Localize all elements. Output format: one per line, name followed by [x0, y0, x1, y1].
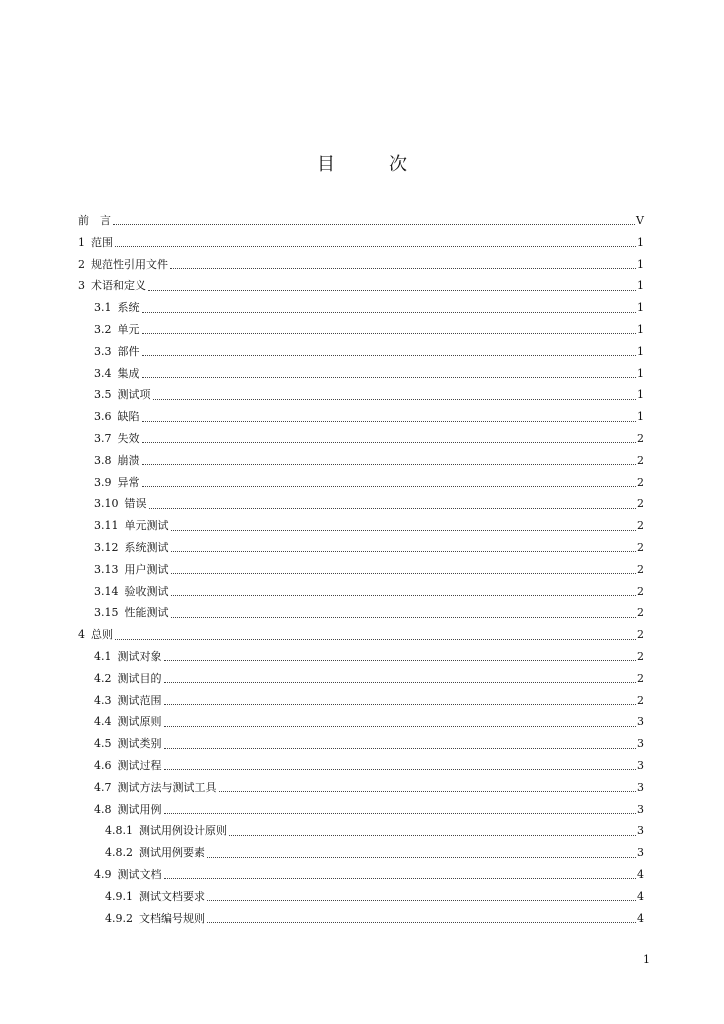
toc-entry[interactable]: [78, 341, 644, 363]
toc-entry-number: 4.2: [94, 671, 112, 685]
toc-entry-page: 1: [637, 366, 644, 380]
toc-leader-dots: [164, 878, 637, 879]
toc-leader-dots: [164, 704, 637, 705]
toc-entry-label: 测试目的: [117, 671, 162, 685]
toc-entry[interactable]: [78, 406, 644, 428]
toc-leader-dots: [229, 835, 636, 836]
toc-leader-dots: [115, 246, 636, 247]
toc-entry-number: 3.5: [94, 388, 112, 402]
toc-entry-label: 用户测试: [124, 562, 169, 576]
toc-entry[interactable]: [78, 384, 644, 406]
toc-entry[interactable]: [78, 472, 644, 494]
toc-entry-label: 单元测试: [124, 519, 169, 533]
page-number: 1: [643, 953, 650, 966]
toc-leader-dots: [207, 922, 636, 923]
toc-entry-label: 测试文档: [117, 867, 162, 881]
toc-entry-number: 3.15: [94, 606, 119, 620]
toc-leader-dots: [113, 224, 635, 225]
toc-entry-page: 2: [637, 693, 644, 707]
toc-entry-label: 规范性引用文件: [91, 257, 168, 271]
toc-entry[interactable]: [78, 820, 644, 842]
toc-leader-dots: [207, 900, 636, 901]
toc-entry-page: 3: [637, 846, 644, 860]
toc-entry-label: 测试项: [117, 388, 151, 402]
toc-leader-dots: [149, 508, 637, 509]
toc-leader-dots: [171, 551, 637, 552]
toc-entry-label: 测试用例: [117, 802, 162, 816]
toc-entry-page: 2: [637, 475, 644, 489]
toc-leader-dots: [142, 377, 637, 378]
toc-leader-dots: [164, 813, 637, 814]
toc-leader-dots: [164, 748, 637, 749]
toc-entry[interactable]: [78, 864, 644, 886]
toc-leader-dots: [142, 312, 637, 313]
toc-entry-page: 3: [637, 802, 644, 816]
toc-entry-label: 异常: [117, 475, 140, 489]
toc-entry-label: 单元: [117, 322, 140, 336]
toc-entry[interactable]: [78, 755, 644, 777]
toc-entry[interactable]: [78, 254, 644, 276]
toc-entry[interactable]: [78, 537, 644, 559]
toc-entry-label: 测试范围: [117, 693, 162, 707]
toc-entry-label: 系统测试: [124, 540, 169, 554]
toc-leader-dots: [171, 617, 637, 618]
toc-leader-dots: [142, 442, 637, 443]
toc-entry[interactable]: [78, 690, 644, 712]
toc-entry-label: 测试用例要素: [139, 846, 205, 860]
toc-entry[interactable]: [78, 581, 644, 603]
toc-entry-number: 4.6: [94, 758, 112, 772]
toc-entry-label: 文档编号规则: [139, 911, 205, 925]
toc-entry[interactable]: [78, 559, 644, 581]
toc-entry-label: 测试方法与测试工具: [117, 780, 217, 794]
toc-entry-page: 2: [637, 453, 644, 467]
toc-entry-number: 3.11: [94, 519, 119, 533]
toc-entry-number: 3.12: [94, 540, 119, 554]
toc-entry-page: 1: [637, 322, 644, 336]
toc-entry-number: 4.3: [94, 693, 112, 707]
toc-entry-number: 4.9.2: [105, 911, 133, 925]
toc-leader-dots: [142, 464, 637, 465]
toc-entry-page: 2: [637, 562, 644, 576]
toc-entry-page: 2: [637, 606, 644, 620]
toc-entry-page: 2: [637, 497, 644, 511]
toc-entry-label: 测试原则: [117, 715, 162, 729]
toc-leader-dots: [207, 857, 636, 858]
toc-entry[interactable]: [78, 232, 644, 254]
toc-entry-label: 术语和定义: [91, 279, 146, 293]
toc-entry[interactable]: [78, 842, 644, 864]
toc-entry-label: 集成: [117, 366, 140, 380]
toc-entry-number: 3.3: [94, 344, 112, 358]
toc-entry-page: 4: [637, 889, 644, 903]
toc-entry-page: 3: [637, 737, 644, 751]
toc-entry-number: 3.14: [94, 584, 119, 598]
toc-entry-page: V: [636, 214, 644, 227]
table-of-contents: [78, 210, 644, 929]
toc-entry-number: 4.4: [94, 715, 112, 729]
toc-entry[interactable]: [78, 275, 644, 297]
toc-leader-dots: [142, 486, 637, 487]
toc-entry-number: 3.10: [94, 497, 119, 511]
toc-entry-label: 部件: [117, 344, 140, 358]
toc-entry[interactable]: [78, 602, 644, 624]
toc-entry-number: 4.9: [94, 867, 112, 881]
toc-entry-label: 测试类别: [117, 737, 162, 751]
toc-entry-number: 4.8: [94, 802, 112, 816]
toc-entry-label: 测试用例设计原则: [139, 824, 227, 838]
toc-entry-label: 性能测试: [124, 606, 169, 620]
toc-entry-number: 2: [78, 257, 85, 271]
toc-entry-page: 3: [637, 715, 644, 729]
toc-entry-page: 2: [637, 431, 644, 445]
toc-leader-dots: [142, 421, 637, 422]
toc-entry-label: 测试过程: [117, 758, 162, 772]
toc-entry-page: 3: [637, 758, 644, 772]
toc-entry[interactable]: [78, 799, 644, 821]
toc-entry-number: 4.9.1: [105, 889, 133, 903]
toc-entry-page: 1: [637, 279, 644, 293]
toc-entry[interactable]: [78, 624, 644, 646]
toc-leader-dots: [153, 399, 637, 400]
toc-entry-page: 2: [637, 649, 644, 663]
toc-entry[interactable]: [78, 733, 644, 755]
toc-entry[interactable]: [78, 668, 644, 690]
toc-entry-number: 4.5: [94, 737, 112, 751]
toc-leader-dots: [171, 573, 637, 574]
toc-entry-page: 1: [637, 344, 644, 358]
toc-entry[interactable]: [78, 363, 644, 385]
toc-entry[interactable]: [78, 210, 644, 232]
toc-entry[interactable]: [78, 428, 644, 450]
toc-leader-dots: [164, 726, 637, 727]
toc-entry[interactable]: [78, 319, 644, 341]
toc-entry-page: 2: [637, 628, 644, 642]
toc-entry-number: 4.8.2: [105, 846, 133, 860]
toc-entry-page: 1: [637, 301, 644, 315]
toc-entry-label: 范围: [91, 235, 113, 249]
toc-entry-label: 系统: [117, 301, 140, 315]
toc-leader-dots: [142, 333, 637, 334]
toc-entry-label: 总则: [91, 628, 113, 642]
toc-entry[interactable]: [78, 777, 644, 799]
toc-entry-label: 崩溃: [117, 453, 140, 467]
toc-entry-page: 3: [637, 824, 644, 838]
toc-entry[interactable]: [78, 450, 644, 472]
toc-entry[interactable]: [78, 646, 644, 668]
toc-entry-label: 测试文档要求: [139, 889, 205, 903]
toc-entry[interactable]: [78, 908, 644, 930]
toc-entry-page: 1: [637, 257, 644, 271]
toc-entry-number: 3.2: [94, 322, 112, 336]
toc-entry[interactable]: [78, 297, 644, 319]
toc-entry-number: 3.4: [94, 366, 112, 380]
toc-entry-number: 3: [78, 279, 85, 293]
toc-leader-dots: [171, 595, 637, 596]
toc-entry[interactable]: [78, 493, 644, 515]
toc-entry-page: 2: [637, 584, 644, 598]
toc-entry-number: 3.13: [94, 562, 119, 576]
toc-entry-label: 验收测试: [124, 584, 169, 598]
toc-entry-page: 1: [637, 410, 644, 424]
toc-entry-number: 3.1: [94, 301, 112, 315]
toc-leader-dots: [171, 530, 637, 531]
toc-entry-number: 3.7: [94, 431, 112, 445]
toc-entry-label: 失效: [117, 431, 140, 445]
toc-entry-page: 2: [637, 519, 644, 533]
page-title: 目 次: [317, 154, 425, 175]
toc-entry-page: 1: [637, 235, 644, 249]
toc-leader-dots: [142, 355, 637, 356]
toc-entry[interactable]: [78, 515, 644, 537]
toc-entry-label: 测试对象: [117, 649, 162, 663]
toc-entry-number: 4.8.1: [105, 824, 133, 838]
toc-leader-dots: [164, 682, 637, 683]
toc-entry-label: 缺陷: [117, 410, 140, 424]
toc-entry-page: 1: [637, 388, 644, 402]
toc-entry-page: 4: [637, 867, 644, 881]
toc-entry-number: 4: [78, 628, 85, 642]
toc-leader-dots: [164, 660, 637, 661]
toc-entry[interactable]: [78, 886, 644, 908]
toc-leader-dots: [219, 791, 637, 792]
toc-entry-number: 3.6: [94, 410, 112, 424]
toc-entry-page: 2: [637, 540, 644, 554]
toc-leader-dots: [148, 290, 636, 291]
toc-entry-number: 4.7: [94, 780, 112, 794]
toc-entry-page: 3: [637, 780, 644, 794]
toc-leader-dots: [115, 639, 636, 640]
toc-leader-dots: [170, 268, 636, 269]
toc-entry-number: 3.9: [94, 475, 112, 489]
toc-entry-number: 1: [78, 235, 85, 249]
toc-entry-page: 4: [637, 911, 644, 925]
toc-leader-dots: [164, 769, 637, 770]
toc-entry-page: 2: [637, 671, 644, 685]
toc-entry-number: 4.1: [94, 649, 112, 663]
toc-entry-number: 3.8: [94, 453, 112, 467]
toc-entry-label: 错误: [124, 497, 147, 511]
toc-entry-label: 前 言: [78, 214, 111, 227]
toc-entry[interactable]: [78, 711, 644, 733]
